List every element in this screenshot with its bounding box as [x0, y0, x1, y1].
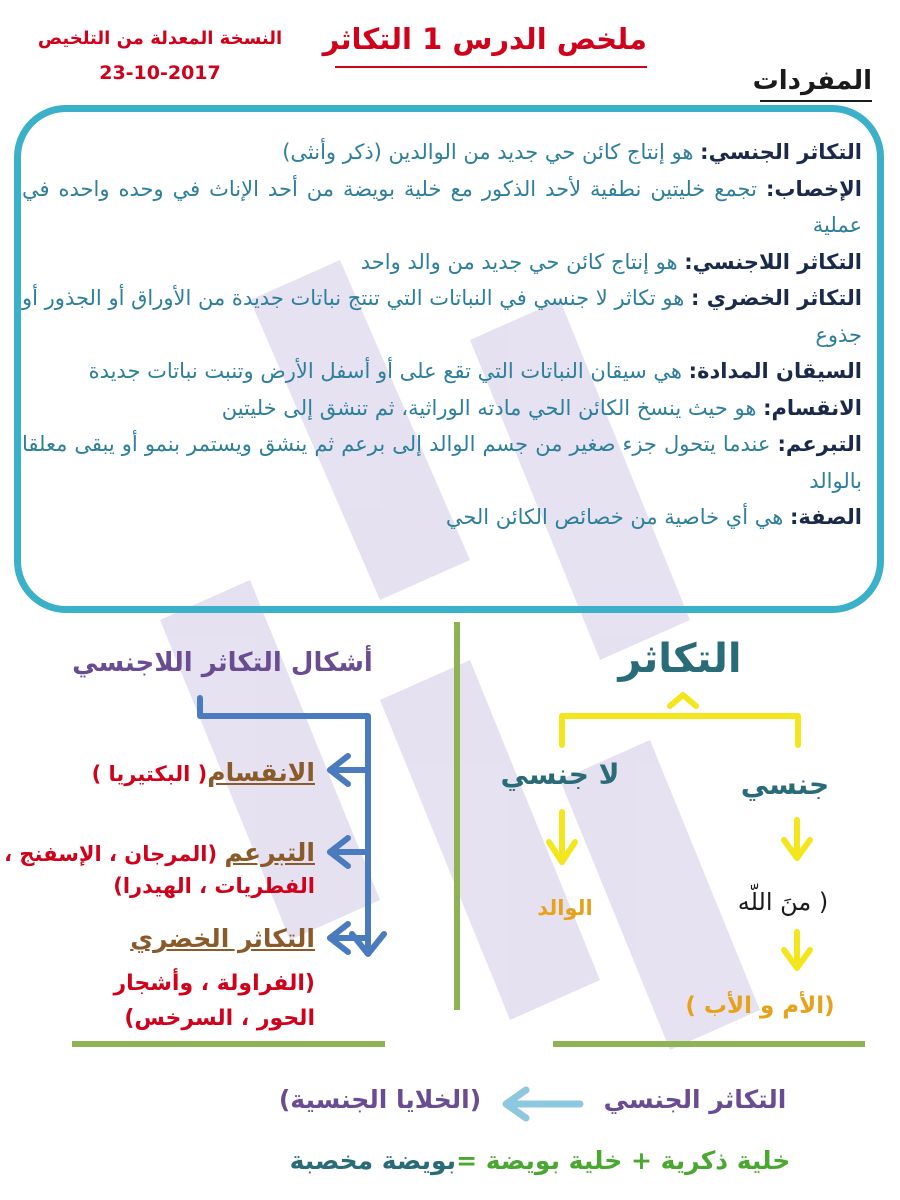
budding-example: (المرجان ، الإسفنج ،	[4, 842, 225, 866]
from-label: ( منَ اللّه	[737, 888, 829, 916]
blue-connector	[200, 698, 368, 952]
sexual-reproduction-label: التكاثر الجنسي	[603, 1085, 787, 1114]
vocab-definition: هي سيقان النباتات التي تقع على أو أسفل الأرض وتنبت نباتات جديدة	[88, 359, 689, 383]
reproduction-title: التكاثر	[618, 636, 742, 682]
yellow-bracket	[562, 716, 798, 745]
edition-note: النسخة المعدلة من التلخيص	[37, 28, 283, 49]
fertilization-equation	[255, 1146, 825, 1175]
edition-date: 23-10-2017	[99, 62, 221, 84]
sexual-cells-label: (الخلايا الجنسية)	[278, 1085, 482, 1114]
vocab-definition: هي أي خاصية من خصائص الكائن الحي	[445, 505, 790, 529]
vocab-definition: هو إنتاج كائن حي جديد من الوالدين (ذكر وأنثى)	[282, 140, 701, 164]
asexual-label: لا جنسي	[500, 758, 620, 791]
form-fission	[25, 758, 315, 787]
asexual-forms-title: أشكال التكاثر اللاجنسي	[72, 648, 373, 678]
form-budding	[0, 838, 315, 867]
vegetative-name: التكاثر الخضري	[130, 924, 315, 953]
fission-name: الانقسام	[207, 758, 315, 787]
vocab-definition: هو حيث ينسخ الكائن الحي مادته الوراثية، ثم تنشق إلى خليتين	[221, 395, 764, 420]
vocab-definition: هو تكاثر لا جنسي في النباتات التي تنتج نباتات جديدة من الأوراق أو الجذور أو جذوع	[22, 286, 862, 347]
vocab-term: التكاثر الخضري :	[691, 286, 862, 310]
vocab-term: التكاثر اللاجنسي:	[684, 249, 862, 274]
vocab-definition: عندما يتحول جزء صغير من جسم الوالد إلى برعم ثم ينشق ويستمر بنمو أو يبقى معلقا بالوالد	[22, 432, 862, 493]
equation-left: خلية ذكرية + خلية بويضة =	[456, 1146, 791, 1175]
parent-label: الوالد	[537, 896, 593, 920]
vocabulary-heading: المفردات	[760, 66, 872, 102]
budding-name: التبرعم	[224, 838, 315, 867]
vocab-term: الصفة:	[789, 505, 862, 529]
summary-title: ملخص الدرس 1 التكاثر	[335, 22, 647, 68]
vocab-term: التكاثر الجنسي:	[700, 140, 862, 164]
vocab-term: الإخصاب:	[765, 176, 862, 201]
vocab-term: الانقسام:	[763, 395, 862, 420]
vegetative-example: (الفراولة ، وأشجار الحور ، السرخس)	[113, 971, 315, 1031]
vocab-definition: هو إنتاج كائن حي جديد من والد واحد	[360, 249, 685, 274]
budding-example-line2: الفطريات ، الهيدرا)	[113, 874, 315, 898]
equation-right: بويضة مخصبة	[289, 1146, 457, 1175]
vocab-term: السيقان المدادة:	[688, 359, 862, 383]
vocab-term: التبرعم:	[777, 432, 862, 456]
sexual-label: جنسي	[740, 768, 830, 801]
fission-example: ( البكتيريا )	[91, 762, 208, 786]
vocab-definition: تجمع خليتين نطفية لأحد الذكور مع خلية بويضة من أحد الإناث في وحده واحده في عملية	[22, 176, 862, 237]
mother-father-label: (الأم و الأب )	[685, 993, 835, 1019]
